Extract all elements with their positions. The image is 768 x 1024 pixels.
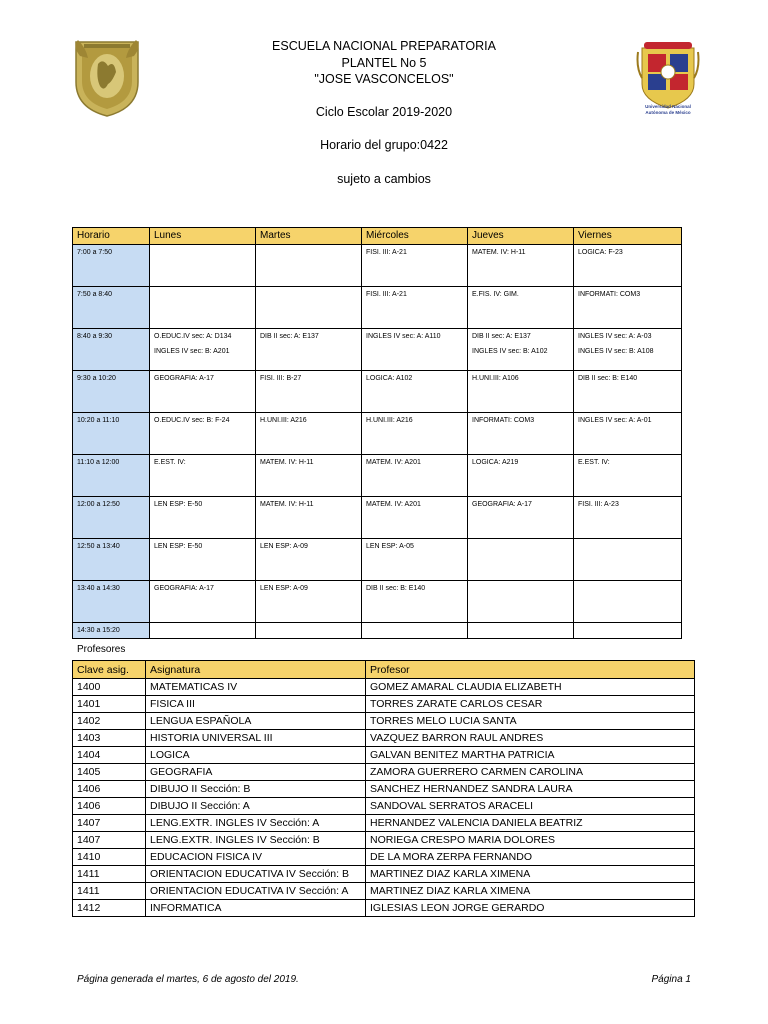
professor-name: TORRES MELO LUCIA SANTA	[366, 713, 695, 730]
schedule-cell	[362, 329, 468, 371]
professor-name: VAZQUEZ BARRON RAUL ANDRES	[366, 730, 695, 747]
subject-code: 1405	[73, 764, 146, 781]
schedule-cell	[256, 371, 362, 413]
schedule-cell	[468, 497, 574, 539]
class-entry: LOGICA: F-23	[578, 249, 623, 256]
subject-name: FISICA III	[146, 696, 366, 713]
subject-code: 1407	[73, 815, 146, 832]
subject-code: 1403	[73, 730, 146, 747]
schedule-row	[73, 371, 682, 413]
schedule-cell	[468, 371, 574, 413]
professor-name: DE LA MORA ZERPA FERNANDO	[366, 849, 695, 866]
subject-code: 1407	[73, 832, 146, 849]
schedule-cell	[574, 581, 682, 623]
professor-name: SANDOVAL SERRATOS ARACELI	[366, 798, 695, 815]
time-slot	[73, 623, 150, 639]
schedule-cell	[468, 245, 574, 287]
col-miercoles: Miércoles	[362, 228, 468, 245]
document-header	[200, 38, 568, 187]
schedule-cell	[362, 623, 468, 639]
schedule-row	[73, 455, 682, 497]
schedule-cell	[256, 581, 362, 623]
subject-code: 1402	[73, 713, 146, 730]
subject-name: ORIENTACION EDUCATIVA IV Sección: B	[146, 866, 366, 883]
subject-code: 1410	[73, 849, 146, 866]
professor-row	[73, 815, 695, 832]
class-entry: LOGICA: A219	[472, 459, 519, 466]
schedule-cell	[256, 245, 362, 287]
class-entry: LEN ESP: A-09	[260, 585, 308, 592]
subject-name: MATEMATICAS IV	[146, 679, 366, 696]
professor-name: GOMEZ AMARAL CLAUDIA ELIZABETH	[366, 679, 695, 696]
professors-header-row	[73, 661, 695, 679]
subject-code: 1412	[73, 900, 146, 917]
professor-row	[73, 798, 695, 815]
schedule-cell	[256, 413, 362, 455]
schedule-cell	[256, 329, 362, 371]
class-entry: INGLES IV sec: A: A-01	[578, 417, 652, 424]
class-entry: E.FIS. IV: GIM.	[472, 291, 519, 298]
school-cycle: Ciclo Escolar 2019-2020	[315, 104, 453, 119]
professor-name: MARTINEZ DIAZ KARLA XIMENA	[366, 883, 695, 900]
time-slot	[73, 539, 150, 581]
subject-name: DIBUJO II Sección: B	[146, 781, 366, 798]
schedule-cell	[150, 329, 256, 371]
schedule-cell	[150, 245, 256, 287]
time-slot-label: 12:00 a 12:50	[77, 501, 120, 508]
schedule-row	[73, 245, 682, 287]
schedule-table	[72, 227, 682, 639]
class-entry: INGLES IV sec: A: A-03	[578, 333, 652, 340]
time-slot-label: 8:40 a 9:30	[77, 333, 113, 340]
professor-name: TORRES ZARATE CARLOS CESAR	[366, 696, 695, 713]
time-slot	[73, 371, 150, 413]
professor-row	[73, 832, 695, 849]
professor-row	[73, 781, 695, 798]
class-entry: DIB II sec: B: E140	[366, 585, 426, 592]
professor-name: IGLESIAS LEON JORGE GERARDO	[366, 900, 695, 917]
schedule-cell	[256, 287, 362, 329]
schedule-row	[73, 623, 682, 639]
campus-subtitle: "JOSE VASCONCELOS"	[314, 72, 454, 86]
schedule-cell	[362, 455, 468, 497]
schedule-cell	[256, 623, 362, 639]
subject-name: LOGICA	[146, 747, 366, 764]
professor-name: HERNANDEZ VALENCIA DANIELA BEATRIZ	[366, 815, 695, 832]
schedule-cell	[256, 497, 362, 539]
subject-name: INFORMATICA	[146, 900, 366, 917]
schedule-cell	[150, 623, 256, 639]
time-slot-label: 11:10 a 12:00	[77, 459, 120, 466]
schedule-cell	[468, 539, 574, 581]
class-entry: FISI. III: A-21	[366, 249, 407, 256]
schedule-row	[73, 497, 682, 539]
schedule-row	[73, 287, 682, 329]
professors-table	[72, 660, 695, 917]
professors-title: Profesores	[77, 644, 126, 655]
professor-row	[73, 764, 695, 781]
time-slot-label: 12:50 a 13:40	[77, 543, 120, 550]
subject-to-change-note: sujeto a cambios	[337, 171, 431, 186]
group-schedule-title: Horario del grupo:0422	[320, 138, 448, 152]
subject-code: 1400	[73, 679, 146, 696]
schedule-cell	[574, 413, 682, 455]
time-slot	[73, 455, 150, 497]
class-entry: INGLES IV sec: B: A201	[154, 348, 230, 355]
schedule-cell	[362, 287, 468, 329]
class-entry: GEOGRAFIA: A-17	[154, 585, 214, 592]
subject-code: 1406	[73, 781, 146, 798]
col-martes: Martes	[256, 228, 362, 245]
class-entry: H.UNI.III: A106	[472, 375, 519, 382]
class-entry: MATEM. IV: A201	[366, 501, 421, 508]
time-slot-label: 10:20 a 11:10	[77, 417, 120, 424]
time-slot	[73, 581, 150, 623]
class-entry: FISI. III: A-21	[366, 291, 407, 298]
col-horario: Horario	[73, 228, 150, 245]
class-entry: FISI. III: B-27	[260, 375, 302, 382]
class-entry: FISI. III: A-23	[578, 501, 619, 508]
subject-name: DIBUJO II Sección: A	[146, 798, 366, 815]
class-entry: MATEM. IV: A201	[366, 459, 421, 466]
schedule-cell	[150, 581, 256, 623]
logo-caption-line1: Universidad Nacional	[645, 104, 691, 109]
class-entry: E.EST. IV:	[154, 459, 186, 466]
time-slot-label: 13:40 a 14:30	[77, 585, 120, 592]
school-name: ESCUELA NACIONAL PREPARATORIA	[272, 39, 496, 53]
schedule-cell	[574, 497, 682, 539]
class-entry: INGLES IV sec: B: A108	[578, 348, 654, 355]
schedule-cell	[362, 581, 468, 623]
class-entry: MATEM. IV: H-11	[472, 249, 526, 256]
logo-caption-line2: Autónoma de México	[645, 109, 691, 115]
schedule-cell	[574, 455, 682, 497]
class-entry: H.UNI.III: A216	[260, 417, 307, 424]
professor-name: ZAMORA GUERRERO CARMEN CAROLINA	[366, 764, 695, 781]
schedule-cell	[362, 245, 468, 287]
schedule-cell	[574, 539, 682, 581]
schedule-cell	[256, 455, 362, 497]
schedule-cell	[150, 539, 256, 581]
time-slot	[73, 245, 150, 287]
class-entry: LEN ESP: A-05	[366, 543, 414, 550]
schedule-row	[73, 413, 682, 455]
subject-code: 1411	[73, 866, 146, 883]
schedule-cell	[362, 413, 468, 455]
schedule-cell	[574, 623, 682, 639]
schedule-cell	[150, 497, 256, 539]
class-entry: INGLES IV sec: B: A102	[472, 348, 548, 355]
class-entry: DIB II sec: B: E140	[578, 375, 638, 382]
col-asignatura: Asignatura	[146, 661, 366, 679]
unam-crest-logo-left	[70, 36, 144, 118]
time-slot-label: 9:30 a 10:20	[77, 375, 116, 382]
schedule-cell	[574, 371, 682, 413]
time-slot	[73, 287, 150, 329]
time-slot-label: 14:30 a 15:20	[77, 627, 120, 634]
professor-name: SANCHEZ HERNANDEZ SANDRA LAURA	[366, 781, 695, 798]
col-jueves: Jueves	[468, 228, 574, 245]
subject-name: LENG.EXTR. INGLES IV Sección: B	[146, 832, 366, 849]
schedule-cell	[362, 539, 468, 581]
campus-name: PLANTEL No 5	[341, 55, 427, 70]
professor-row	[73, 849, 695, 866]
subject-code: 1404	[73, 747, 146, 764]
professor-name: GALVAN BENITEZ MARTHA PATRICIA	[366, 747, 695, 764]
schedule-cell	[574, 287, 682, 329]
schedule-cell	[256, 539, 362, 581]
subject-code: 1411	[73, 883, 146, 900]
schedule-cell	[362, 371, 468, 413]
professor-row	[73, 900, 695, 917]
subject-name: EDUCACION FISICA IV	[146, 849, 366, 866]
schedule-cell	[150, 287, 256, 329]
schedule-header-row	[73, 228, 682, 245]
schedule-row	[73, 539, 682, 581]
professor-row	[73, 696, 695, 713]
professor-row	[73, 730, 695, 747]
class-entry: GEOGRAFIA: A-17	[472, 501, 532, 508]
unam-crest-logo-right	[636, 38, 700, 120]
class-entry: LEN ESP: A-09	[260, 543, 308, 550]
schedule-cell	[362, 497, 468, 539]
page-number-footer: Página 1	[651, 974, 691, 985]
schedule-cell	[468, 329, 574, 371]
professor-row	[73, 747, 695, 764]
col-profesor: Profesor	[366, 661, 695, 679]
class-entry: H.UNI.III: A216	[366, 417, 413, 424]
class-entry: LEN ESP: E-50	[154, 501, 203, 508]
subject-code: 1401	[73, 696, 146, 713]
subject-name: LENG.EXTR. INGLES IV Sección: A	[146, 815, 366, 832]
class-entry: O.EDUC.IV sec: A: D134	[154, 333, 232, 340]
class-entry: MATEM. IV: H-11	[260, 501, 314, 508]
class-entry: DIB II sec: A: E137	[472, 333, 531, 340]
class-entry: INGLES IV sec: A: A110	[366, 333, 441, 340]
col-clave: Clave asig.	[73, 661, 146, 679]
time-slot	[73, 413, 150, 455]
professor-row	[73, 713, 695, 730]
subject-code: 1406	[73, 798, 146, 815]
class-entry: INFORMATI: COM3	[472, 417, 535, 424]
schedule-cell	[468, 581, 574, 623]
class-entry: LOGICA: A102	[366, 375, 413, 382]
class-entry: E.EST. IV:	[578, 459, 610, 466]
generated-date-footer: Página generada el martes, 6 de agosto del 2019.	[77, 974, 299, 985]
schedule-row	[73, 329, 682, 371]
schedule-cell	[150, 455, 256, 497]
col-lunes: Lunes	[150, 228, 256, 245]
schedule-cell	[468, 455, 574, 497]
professor-name: NORIEGA CRESPO MARIA DOLORES	[366, 832, 695, 849]
professor-name: MARTINEZ DIAZ KARLA XIMENA	[366, 866, 695, 883]
class-entry: O.EDUC.IV sec: B: F-24	[154, 417, 230, 424]
time-slot	[73, 329, 150, 371]
schedule-cell	[574, 245, 682, 287]
class-entry: INFORMATI: COM3	[578, 291, 641, 298]
col-viernes: Viernes	[574, 228, 682, 245]
schedule-cell	[468, 413, 574, 455]
schedule-cell	[468, 623, 574, 639]
schedule-cell	[150, 371, 256, 413]
subject-name: HISTORIA UNIVERSAL III	[146, 730, 366, 747]
time-slot-label: 7:00 a 7:50	[77, 249, 113, 256]
schedule-cell	[150, 413, 256, 455]
professor-row	[73, 866, 695, 883]
class-entry: MATEM. IV: H-11	[260, 459, 314, 466]
time-slot-label: 7:50 a 8:40	[77, 291, 113, 298]
professor-row	[73, 679, 695, 696]
schedule-row	[73, 581, 682, 623]
schedule-cell	[574, 329, 682, 371]
subject-name: LENGUA ESPAÑOLA	[146, 713, 366, 730]
time-slot	[73, 497, 150, 539]
class-entry: DIB II sec: A: E137	[260, 333, 319, 340]
subject-name: GEOGRAFIA	[146, 764, 366, 781]
class-entry: LEN ESP: E-50	[154, 543, 203, 550]
professor-row	[73, 883, 695, 900]
subject-name: ORIENTACION EDUCATIVA IV Sección: A	[146, 883, 366, 900]
schedule-cell	[468, 287, 574, 329]
class-entry: GEOGRAFIA: A-17	[154, 375, 214, 382]
